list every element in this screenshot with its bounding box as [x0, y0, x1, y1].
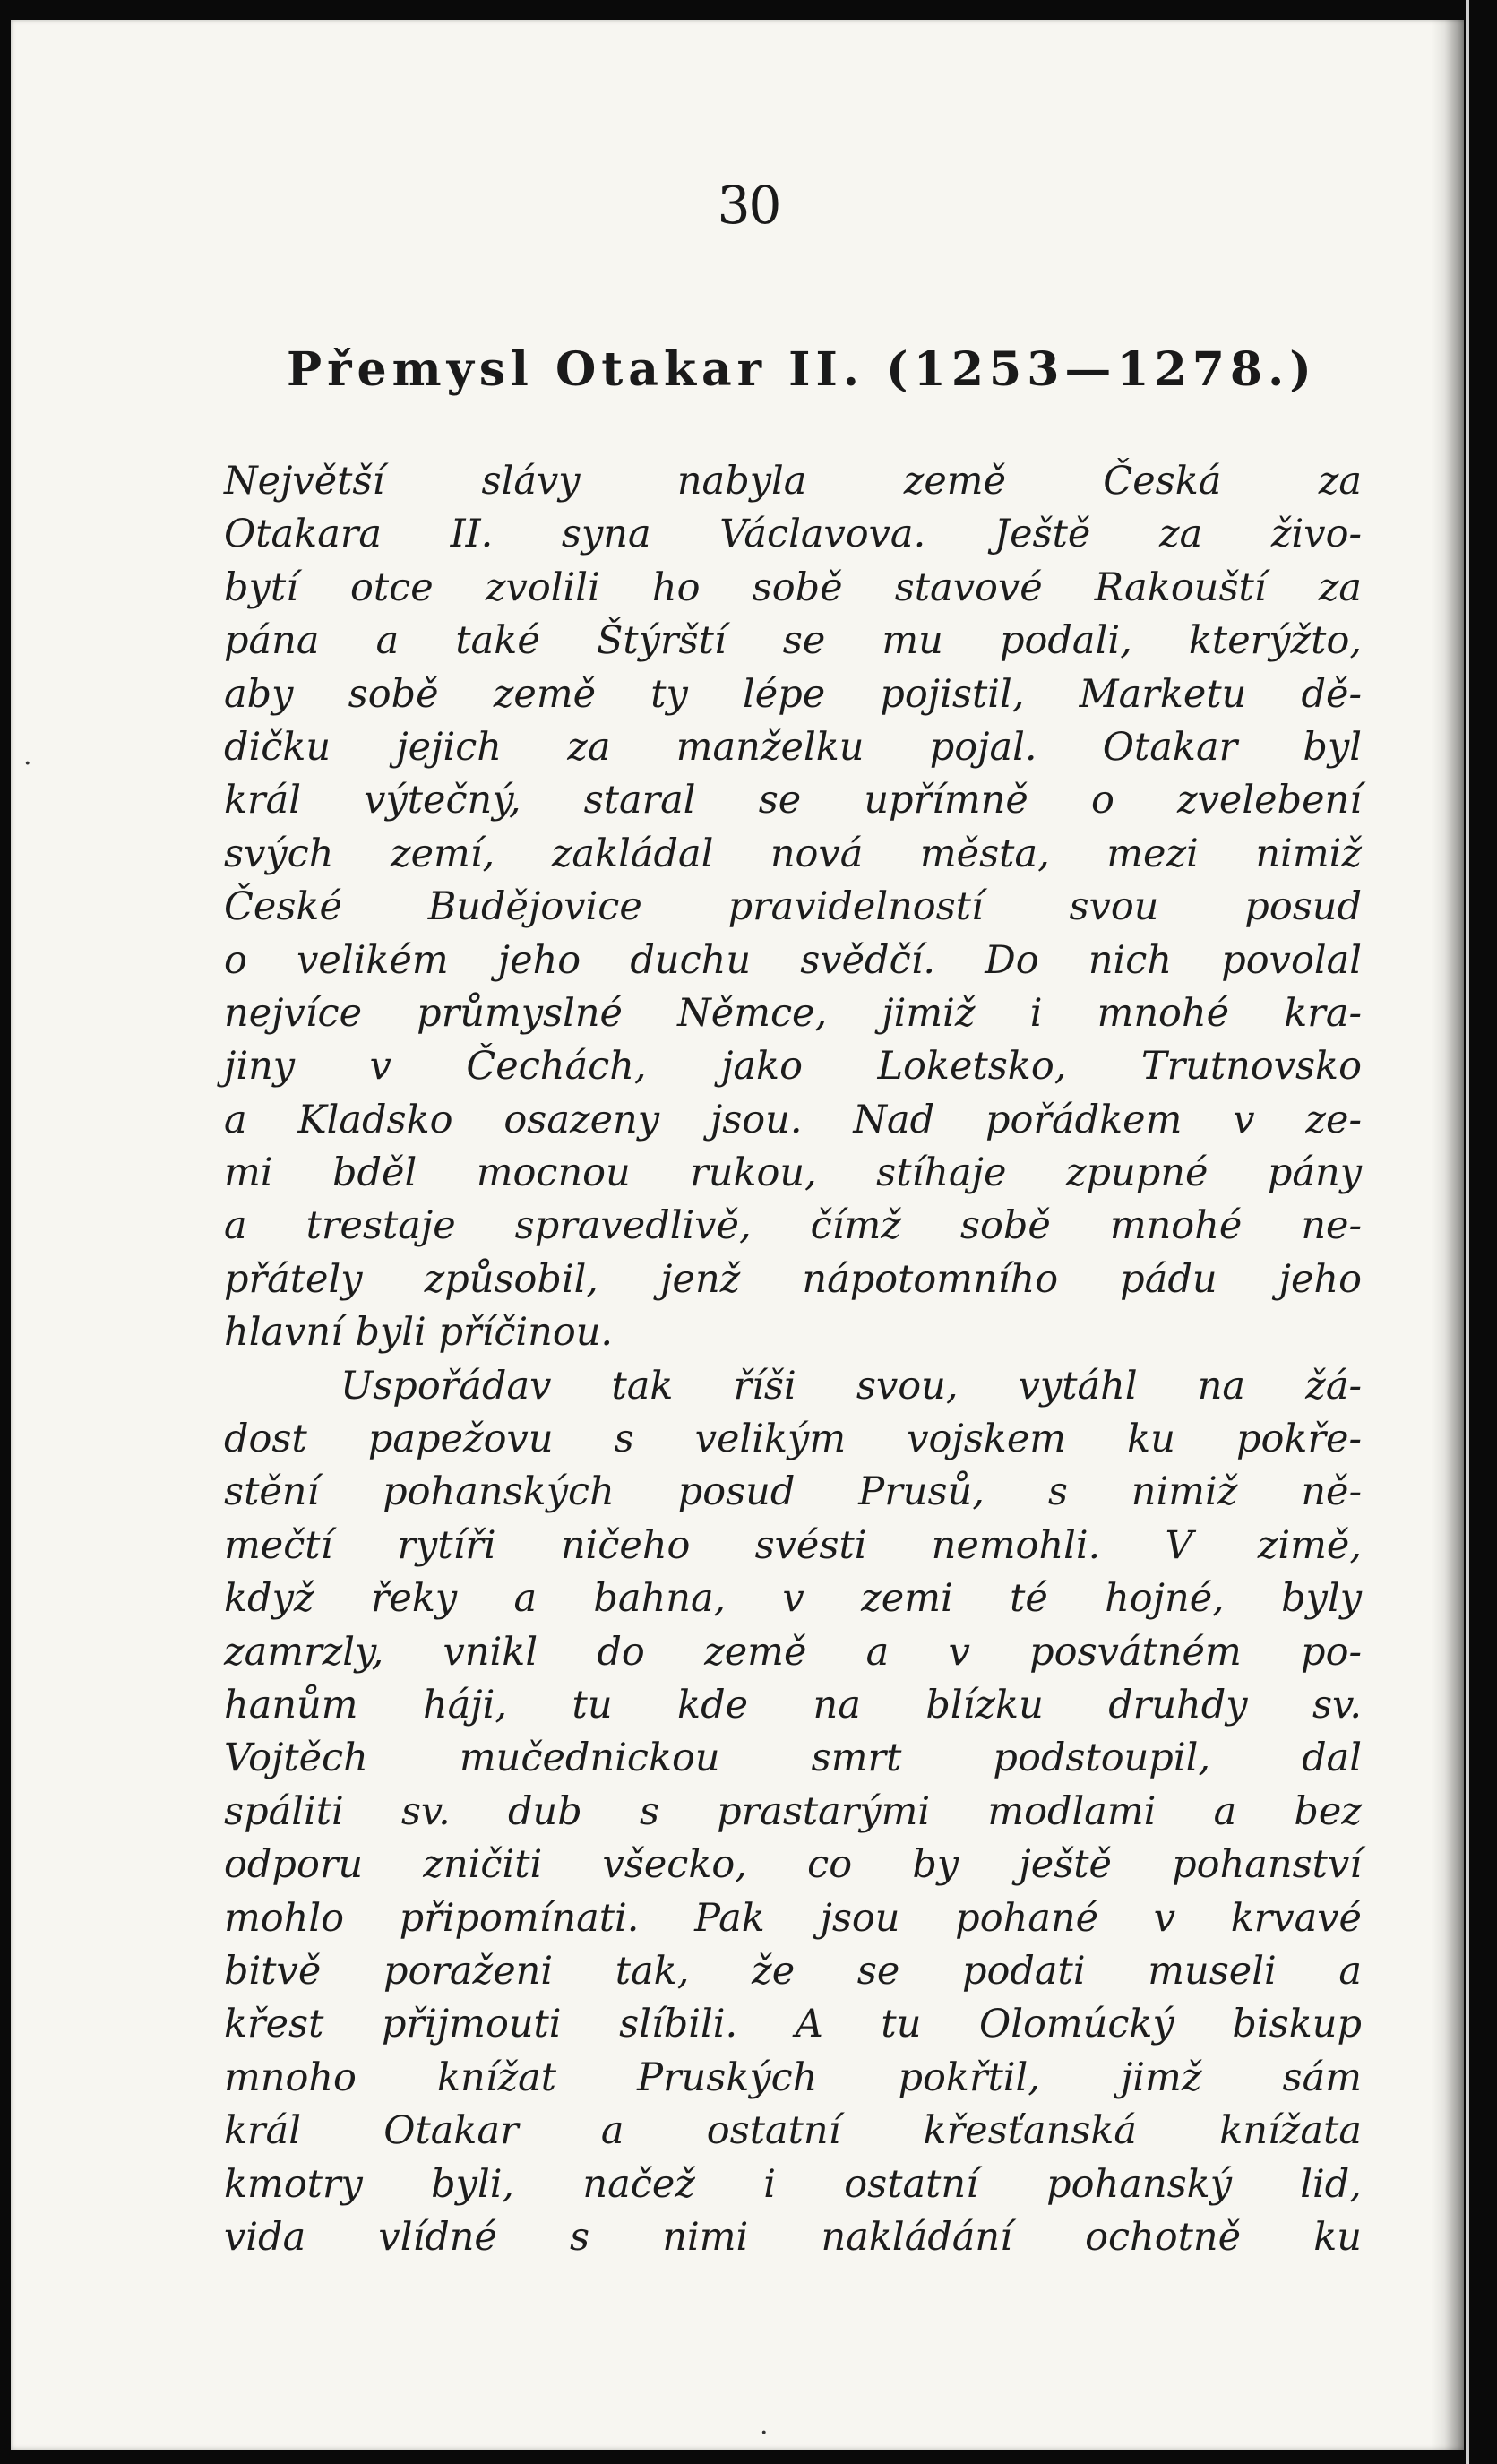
text-line: stění pohanských posud Prusů, s nimiž ně- — [224, 1469, 1362, 1515]
text-line: kmotry byli, načež i ostatní pohanský lid, — [224, 2161, 1362, 2207]
body-text — [224, 455, 1362, 2264]
text-line: aby sobě země ty lépe pojistil, Marketu dě- — [224, 671, 1362, 717]
text-line: vida vlídné s nimi nakládání ochotně ku — [224, 2214, 1362, 2260]
speck-mark: · — [760, 2417, 769, 2449]
text-line: mohlo připomínati. Pak jsou pohané v krvavé — [224, 1895, 1362, 1941]
text-line: přátely způsobil, jenž nápotomního pádu jeho — [224, 1256, 1362, 1302]
chapter-title: Přemysl Otakar II. (1253—1278.) — [287, 342, 1317, 397]
text-line: zamrzly, vnikl do země a v posvátném po- — [224, 1629, 1362, 1675]
text-line: svých zemí, zakládal nová města, mezi nimiž — [224, 831, 1362, 876]
text-line: dičku jejich za manželku pojal. Otakar byl — [224, 724, 1362, 770]
text-line: bytí otce zvolili ho sobě stavové Rakouští za — [224, 564, 1362, 610]
text-line: jiny v Čechách, jako Loketsko, Trutnovsko — [224, 1044, 1362, 1090]
gutter-edge — [1466, 0, 1469, 2464]
text-line: nejvíce průmyslné Němce, jimiž i mnohé kra- — [224, 990, 1362, 1036]
text-line: odporu zničiti všecko, co by ještě pohanství — [224, 1842, 1362, 1888]
binding-shadow — [1432, 20, 1464, 2450]
text-line: král Otakar a ostatní křesťanská knížata — [224, 2108, 1362, 2154]
text-line: mečtí rytíři ničeho svésti nemohli. V zimě, — [224, 1522, 1362, 1568]
text-line: Otakara II. syna Václavova. Ještě za živo- — [224, 512, 1362, 557]
text-line: král výtečný, staral se upřímně o zvelebení — [224, 778, 1362, 823]
text-line: mi bděl mocnou rukou, stíhaje zpupné pány — [224, 1150, 1362, 1196]
text-line: hanům háji, tu kde na blízku druhdy sv. — [224, 1682, 1362, 1727]
text-line: hlavní byli příčinou. — [224, 1310, 614, 1356]
text-line: spáliti sv. dub s prastarými modlami a bez — [224, 1788, 1362, 1834]
text-line: dost papežovu s velikým vojskem ku pokře- — [224, 1417, 1362, 1462]
text-line: křest přijmouti slíbili. A tu Olomúcký biskup — [224, 2002, 1362, 2047]
text-line: pána a také Štýrští se mu podali, kterýžto, — [224, 618, 1362, 664]
text-line: Vojtěch mučednickou smrt podstoupil, dal — [224, 1736, 1362, 1781]
text-line: když řeky a bahna, v zemi té hojné, byly — [224, 1576, 1362, 1622]
text-line: o velikém jeho duchu svědčí. Do nich povolal — [224, 937, 1362, 983]
text-line: Největší slávy nabyla země Česká za — [224, 459, 1362, 504]
speck-mark: · — [23, 748, 32, 780]
text-line: bitvě poraženi tak, že se podati museli a — [224, 1948, 1362, 1994]
text-line: a trestaje spravedlivě, čímž sobě mnohé ne- — [224, 1203, 1362, 1249]
text-line: České Budějovice pravidelností svou posud — [224, 884, 1362, 930]
text-line: Uspořádav tak říši svou, vytáhl na žá- — [340, 1363, 1362, 1409]
text-line: mnoho knížat Pruských pokřtil, jimž sám — [224, 2055, 1362, 2100]
page-number: 30 — [717, 175, 780, 236]
text-line: a Kladsko osazeny jsou. Nad pořádkem v ze- — [224, 1097, 1362, 1142]
